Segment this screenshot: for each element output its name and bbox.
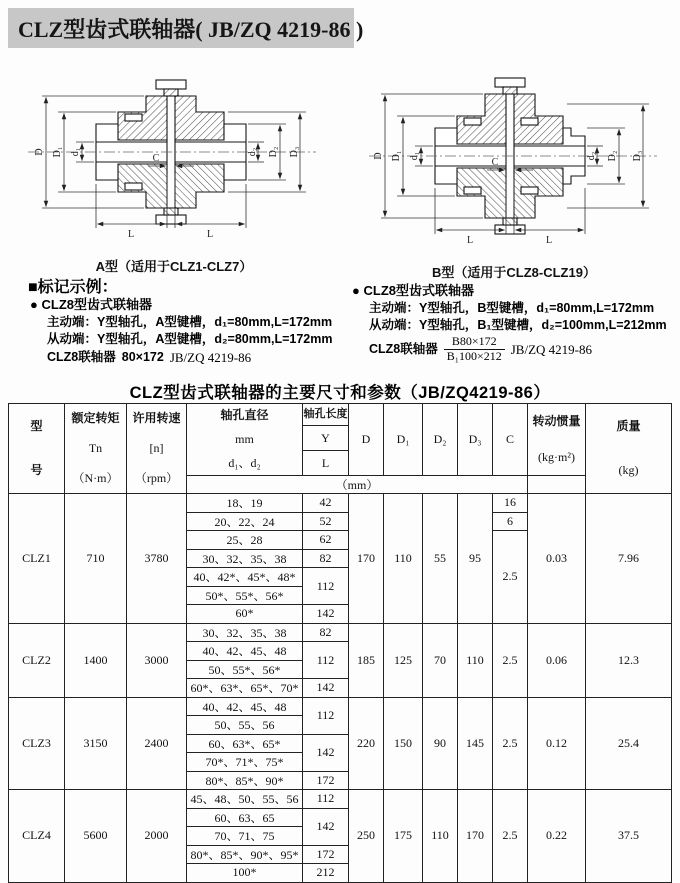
marking-example-left [30, 296, 352, 366]
cell-D2: 90 [423, 697, 458, 790]
cell-length: 172 [303, 845, 349, 864]
dim-label-D: D [34, 148, 45, 156]
cell-C: 16 [493, 494, 528, 513]
cell-C: 2.5 [493, 623, 528, 697]
marking-right-line1: 主动端：Y型轴孔，B型键槽，d₁=80mm,L=172mm [369, 301, 655, 316]
cell-bores: 70、71、75 [187, 827, 303, 846]
dim-label-C: C [152, 153, 160, 164]
cell-bores: 18、19 [187, 494, 303, 513]
cell-bores: 60* [187, 605, 303, 624]
dim-label-D1: D₁ [391, 150, 402, 162]
cell-bores: 45、48、50、55、56 [187, 790, 303, 809]
cell-C: 2.5 [493, 697, 528, 790]
cell-torque: 1400 [65, 623, 127, 697]
figure-b-caption: B型（适用于CLZ8-CLZ19） [432, 265, 596, 280]
cell-D2: 55 [423, 494, 458, 624]
cell-speed: 3780 [127, 494, 187, 624]
marking-example-right [352, 282, 680, 364]
cell-bores: 25、28 [187, 531, 303, 550]
dim-label-L-left: L [466, 235, 474, 246]
cell-D: 170 [349, 494, 384, 624]
cell-length: 112 [303, 642, 349, 679]
header-mass: 质量 (kg) [586, 404, 672, 494]
cell-length: 172 [303, 771, 349, 790]
marking-right-designation: CLZ8联轴器 $\frac{B80\times 172}{\text{B₁100×212}}$ JB/ZQ 4219-86 [369, 334, 592, 363]
marking-heading: ■标记示例： [28, 279, 118, 296]
cell-D3: 170 [458, 790, 493, 883]
cell-mass: 25.4 [586, 697, 672, 790]
cell-bores: 50*、55*、56* [187, 586, 303, 605]
cell-model: CLZ3 [9, 697, 65, 790]
header-empty-cell [528, 476, 586, 494]
cell-length: 142 [303, 605, 349, 624]
cell-inertia: 0.03 [528, 494, 586, 624]
cell-torque: 710 [65, 494, 127, 624]
header-D: D [349, 404, 384, 476]
marking-left-line2: 从动端：Y型轴孔，A型键槽，d₂=80mm,L=172mm [47, 331, 333, 346]
designation-fraction: $\frac{B80\times 172}{\text{B₁100×212}}$ [444, 335, 505, 364]
cell-length: 142 [303, 679, 349, 698]
cell-D1: 175 [384, 790, 423, 883]
cell-bores: 80*、85*、90*、95* [187, 845, 303, 864]
cell-length: 82 [303, 623, 349, 642]
cell-mass: 37.5 [586, 790, 672, 883]
cell-length: 112 [303, 697, 349, 734]
table-row [9, 790, 672, 809]
cell-inertia: 0.12 [528, 697, 586, 790]
cell-model: CLZ2 [9, 623, 65, 697]
cell-D: 250 [349, 790, 384, 883]
cell-bores: 70*、71*、75* [187, 753, 303, 772]
drawings-row [0, 54, 680, 280]
header-length-Y: Y [303, 426, 349, 451]
cell-length: 42 [303, 494, 349, 513]
table-title: CLZ型齿式联轴器的主要尺寸和参数（JB/ZQ4219-86） [129, 384, 551, 402]
cell-length: 62 [303, 531, 349, 550]
marking-left-designation: CLZ8联轴器 80×172 JB/ZQ 4219-86 [47, 350, 252, 366]
cell-D1: 150 [384, 697, 423, 790]
dim-label-D2: D₂ [607, 150, 618, 162]
cell-length: 112 [303, 568, 349, 605]
cell-mass: 7.96 [586, 494, 672, 624]
cell-bores: 30、32、35、38 [187, 623, 303, 642]
page-title-box [8, 8, 364, 48]
cell-bores: 100* [187, 864, 303, 883]
cell-bores: 50、55、56 [187, 716, 303, 735]
cell-speed: 3000 [127, 623, 187, 697]
page-title: CLZ型齿式联轴器( JB/ZQ 4219-86 ) [18, 16, 364, 42]
cell-bores: 20、22、24 [187, 512, 303, 531]
cell-bores: 30、32、35、38 [187, 549, 303, 568]
cell-bores: 40、42、45、48 [187, 642, 303, 661]
cell-D: 220 [349, 697, 384, 790]
header-model: 型 号 [9, 404, 65, 494]
dim-label-D2: D₂ [268, 146, 279, 158]
cell-D1: 125 [384, 623, 423, 697]
header-D1: D₁ [384, 404, 423, 476]
dim-label-D1: D₁ [52, 146, 63, 158]
cell-D3: 95 [458, 494, 493, 624]
cell-C: 2.5 [493, 790, 528, 883]
header-speed: 许用转速 [n] （rpm） [127, 404, 187, 494]
cell-D3: 110 [458, 623, 493, 697]
header-bore-length: 轴孔长度 [303, 404, 349, 426]
cell-speed: 2000 [127, 790, 187, 883]
cell-length: 212 [303, 864, 349, 883]
cell-bores: 80*、85*、90* [187, 771, 303, 790]
cell-torque: 5600 [65, 790, 127, 883]
spec-table-header [9, 404, 672, 494]
cell-length: 142 [303, 808, 349, 845]
cell-length: 142 [303, 734, 349, 771]
cell-bores: 60、63、65 [187, 808, 303, 827]
cell-bores: 40、42、45、48 [187, 697, 303, 716]
cell-D1: 110 [384, 494, 423, 624]
cell-speed: 2400 [127, 697, 187, 790]
dim-label-D3: D₃ [632, 150, 643, 162]
coupling-section-b-drawing [353, 54, 675, 262]
dim-label-L-left: L [127, 229, 135, 240]
dim-label-d2: d₂ [586, 151, 597, 161]
dim-label-d2: d₂ [247, 147, 258, 157]
header-bore-diameter: 轴孔直径 mm d₁、d₂ [187, 404, 303, 476]
dim-label-C: C [491, 157, 499, 168]
cell-inertia: 0.22 [528, 790, 586, 883]
cell-mass: 12.3 [586, 623, 672, 697]
cell-C: 6 [493, 512, 528, 531]
cell-D: 185 [349, 623, 384, 697]
dim-label-L-right: L [545, 235, 553, 246]
cell-length: 82 [303, 549, 349, 568]
cell-model: CLZ1 [9, 494, 65, 624]
dim-label-d1: d₁ [70, 147, 81, 157]
table-row [9, 494, 672, 513]
spec-table [8, 403, 672, 883]
cell-D2: 110 [423, 790, 458, 883]
cell-length: 52 [303, 512, 349, 531]
spec-table-body [9, 494, 672, 883]
cell-bores: 40、42*、45*、48* [187, 568, 303, 587]
dim-label-d1: d₁ [409, 151, 420, 161]
marking-right-line2: 从动端：Y型轴孔，B₁型键槽，d₂=100mm,L=212mm [369, 317, 667, 332]
table-row [9, 623, 672, 642]
cell-length: 112 [303, 790, 349, 809]
header-torque: 额定转矩 Tn （N·m） [65, 404, 127, 494]
cell-bores: 50、55*、56* [187, 660, 303, 679]
dim-label-D3: D₃ [289, 146, 300, 158]
header-length-L: L [303, 451, 349, 476]
marking-left-title: ● CLZ8型齿式联轴器 [30, 297, 152, 312]
header-D3: D₃ [458, 404, 493, 476]
marking-left-line1: 主动端：Y型轴孔，A型键槽，d₁=80mm,L=172mm [47, 315, 333, 330]
header-D2: D₂ [423, 404, 458, 476]
cell-D2: 70 [423, 623, 458, 697]
cell-bores: 60*、63*、65*、70* [187, 679, 303, 698]
bullet-icon: ● [30, 297, 38, 312]
bullet-icon: ● [352, 283, 360, 298]
cell-bores: 60、63*、65* [187, 734, 303, 753]
figure-a-caption: A型（适用于CLZ1-CLZ7） [95, 259, 253, 274]
figure-a [0, 54, 348, 280]
cell-torque: 3150 [65, 697, 127, 790]
cell-model: CLZ4 [9, 790, 65, 883]
dim-label-L-right: L [206, 229, 214, 240]
marking-right-title: ● CLZ8型齿式联轴器 [352, 283, 474, 298]
cell-C: 2.5 [493, 531, 528, 624]
coupling-section-a-drawing [6, 54, 342, 256]
header-mm-unit: （mm） [187, 476, 528, 494]
header-inertia: 转动惯量 (kg·m²) [528, 404, 586, 476]
figure-b [348, 54, 680, 280]
header-C: C [493, 404, 528, 476]
cell-inertia: 0.06 [528, 623, 586, 697]
cell-D3: 145 [458, 697, 493, 790]
dim-label-D: D [373, 152, 384, 160]
table-row [9, 697, 672, 716]
